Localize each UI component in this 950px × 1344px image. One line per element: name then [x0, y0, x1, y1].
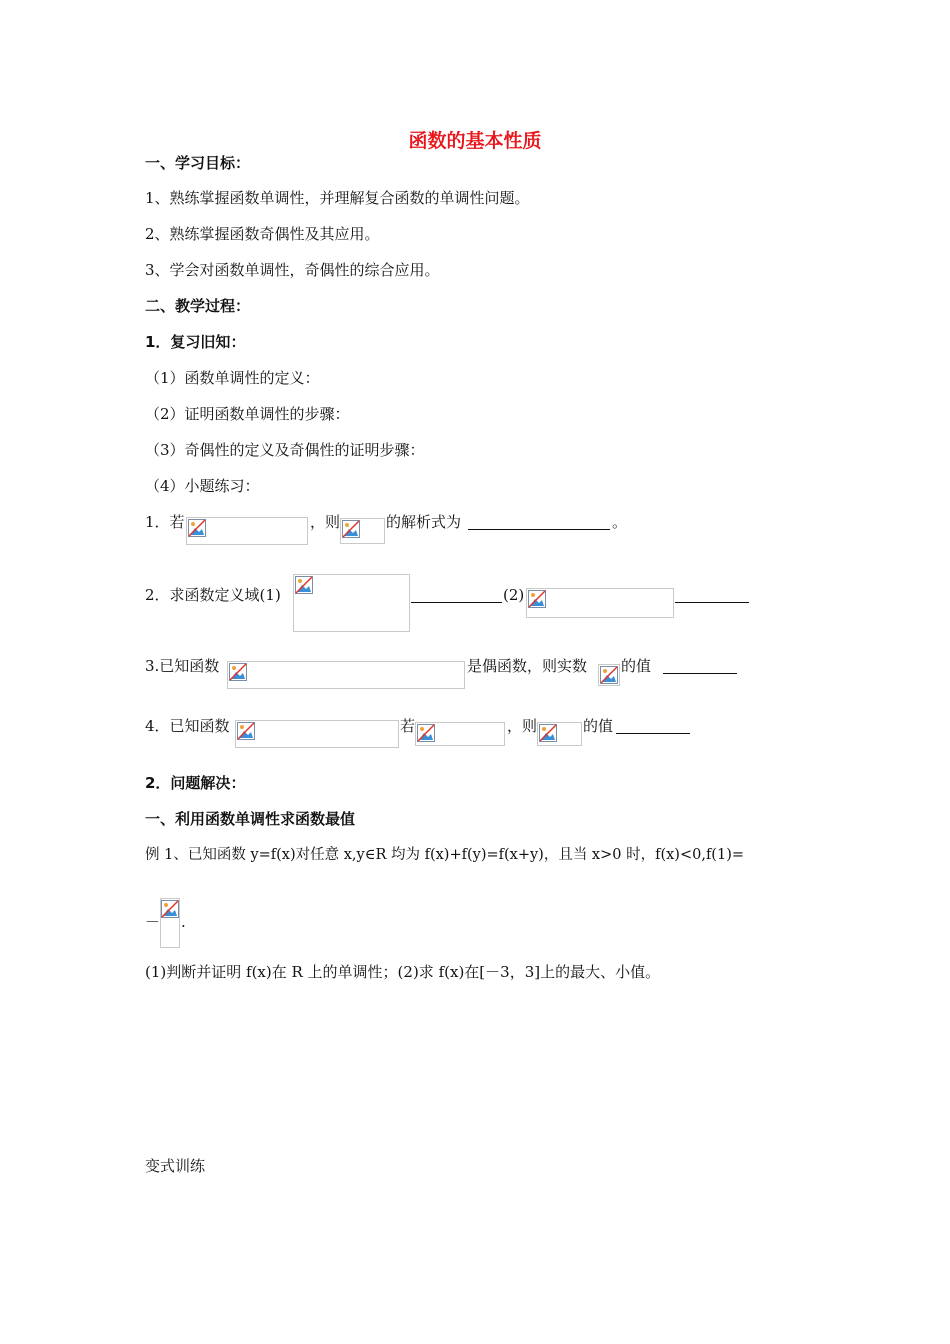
broken-image-icon — [188, 519, 206, 537]
minus-sign: － — [145, 913, 161, 931]
answer-blank — [616, 733, 690, 734]
formula-image — [526, 588, 674, 618]
review-item: （2）证明函数单调性的步骤： — [145, 405, 350, 423]
broken-image-icon — [600, 666, 618, 684]
goal-item: 1、熟练掌握函数单调性，并理解复合函数的单调性问题。 — [145, 189, 530, 207]
formula-image — [235, 720, 399, 748]
q3-middle: 是偶函数，则实数 — [467, 657, 588, 675]
q1-then: ，则 — [310, 513, 341, 531]
broken-image-icon — [342, 520, 360, 538]
q1-end: 。 — [612, 513, 628, 531]
variation-heading: 变式训练 — [145, 1157, 206, 1175]
period: . — [181, 913, 186, 931]
q2-part2: (2) — [503, 586, 525, 604]
formula-image — [160, 898, 180, 948]
broken-image-icon — [229, 663, 247, 681]
formula-image — [227, 661, 465, 689]
review-item: （4）小题练习： — [145, 477, 260, 495]
section2-heading: 二、教学过程： — [145, 297, 251, 315]
q4-prefix: 4．已知函数 — [145, 717, 230, 735]
review-item: （1）函数单调性的定义： — [145, 369, 320, 387]
broken-image-icon — [161, 900, 179, 918]
q3-value-text: 的值 — [621, 657, 652, 675]
q1-prefix: 1．若 — [145, 513, 185, 531]
q2-prefix: 2．求函数定义域(1) — [145, 586, 281, 604]
answer-blank — [663, 673, 737, 674]
broken-image-icon — [237, 722, 255, 740]
problem-heading: 2．问题解决： — [145, 774, 246, 792]
formula-image — [537, 722, 582, 746]
section1-heading: 一、学习目标： — [145, 154, 251, 172]
answer-blank — [411, 602, 502, 603]
broken-image-icon — [295, 576, 313, 594]
q4-then: ，则 — [507, 717, 538, 735]
q4-if: 若 — [400, 717, 416, 735]
page-title: 函数的基本性质 — [408, 130, 542, 152]
broken-image-icon — [539, 724, 557, 742]
formula-image — [340, 518, 385, 544]
goal-item: 2、熟练掌握函数奇偶性及其应用。 — [145, 225, 380, 243]
formula-image — [186, 517, 308, 545]
q3-prefix: 3.已知函数 — [145, 657, 220, 675]
broken-image-icon — [417, 724, 435, 742]
topic1-heading: 一、利用函数单调性求函数最值 — [145, 810, 356, 828]
broken-image-icon — [528, 590, 546, 608]
formula-image — [293, 574, 410, 632]
review-heading: 1．复习旧知： — [145, 333, 246, 351]
example1-questions: (1)判断并证明 f(x)在 R 上的单调性；(2)求 f(x)在[－3，3]上的最大、小值。 — [145, 963, 661, 981]
q4-value-text: 的值 — [583, 717, 614, 735]
example1-text: 例 1、已知函数 y=f(x)对任意 x,y∈R 均为 f(x)+f(y)=f(x+y)，且当 x>0 时，f(x)<0,f(1)= — [145, 847, 744, 863]
formula-image — [598, 664, 620, 686]
q1-expression-text: 的解析式为 — [386, 513, 462, 531]
formula-image — [415, 722, 505, 746]
answer-blank — [675, 602, 749, 603]
answer-blank — [468, 529, 610, 530]
review-item: （3）奇偶性的定义及奇偶性的证明步骤： — [145, 441, 425, 459]
goal-item: 3、学会对函数单调性，奇偶性的综合应用。 — [145, 261, 440, 279]
